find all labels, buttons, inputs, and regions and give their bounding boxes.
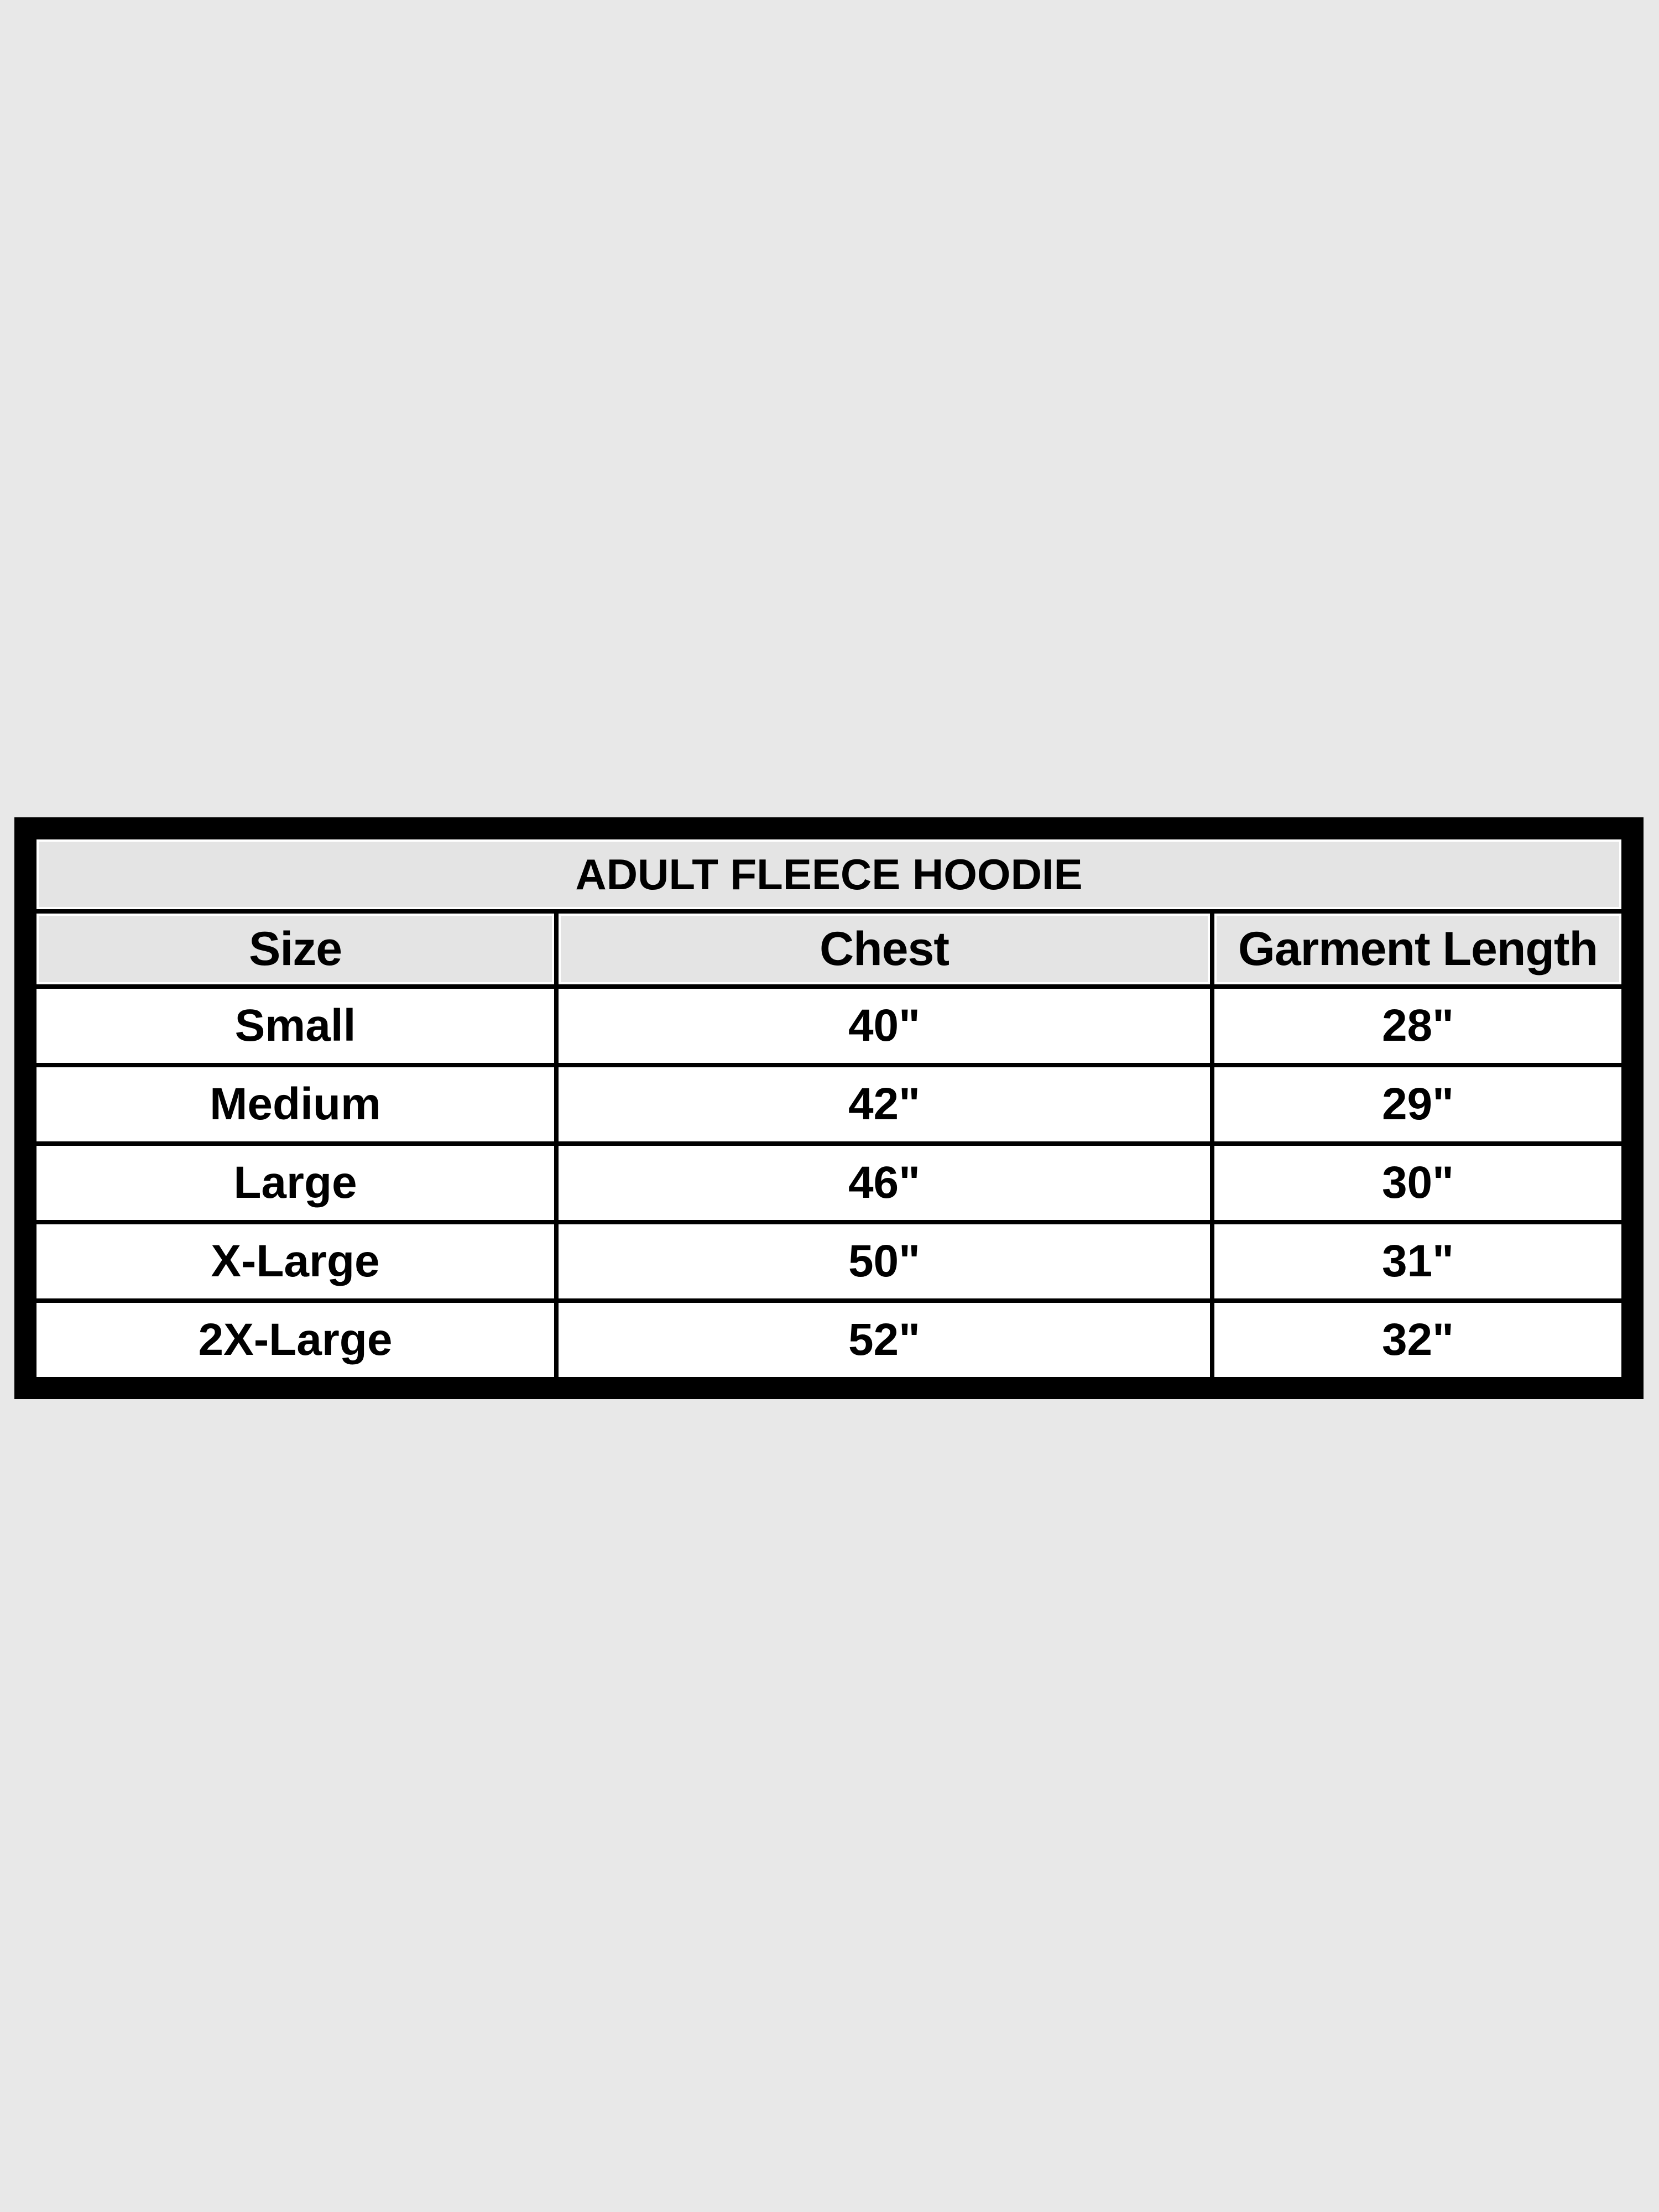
cell-size-large: Large [36,1146,554,1220]
cell-garment-length-2x-large: 32" [1214,1303,1621,1377]
size-chart-table [14,817,1644,1399]
column-header-chest: Chest [559,914,1210,984]
table-title: ADULT FLEECE HOODIE [36,839,1621,909]
cell-garment-length-small: 28" [1214,989,1621,1063]
cell-garment-length-x-large: 31" [1214,1224,1621,1298]
cell-chest-small: 40" [559,989,1210,1063]
cell-size-2x-large: 2X-Large [36,1303,554,1377]
cell-garment-length-medium: 29" [1214,1067,1621,1141]
cell-size-medium: Medium [36,1067,554,1141]
column-header-size: Size [36,914,554,984]
cell-size-x-large: X-Large [36,1224,554,1298]
column-header-garment-length: Garment Length [1214,914,1621,984]
cell-size-small: Small [36,989,554,1063]
cell-garment-length-large: 30" [1214,1146,1621,1220]
size-chart-grid [36,839,1621,1377]
cell-chest-2x-large: 52" [559,1303,1210,1377]
cell-chest-x-large: 50" [559,1224,1210,1298]
cell-chest-large: 46" [559,1146,1210,1220]
cell-chest-medium: 42" [559,1067,1210,1141]
